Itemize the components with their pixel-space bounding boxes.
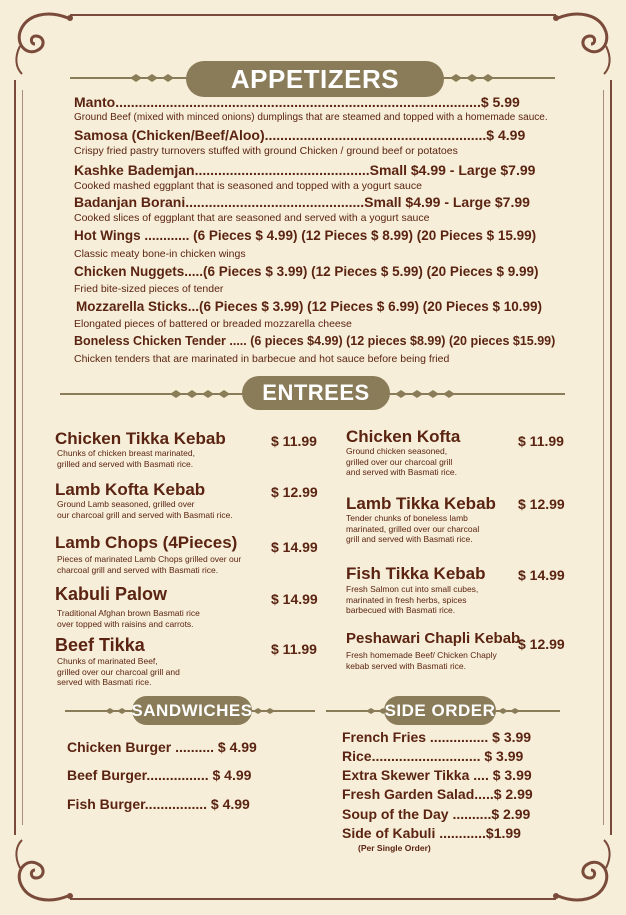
- appetizer-item: Chicken Nuggets.....(6 Pieces $ 3.99) (12 Pieces $ 5.99) (20 Pieces $ 9.99): [74, 264, 539, 279]
- appetizer-item: Kashke Bademjan.............................................Small $4.99 - Large $7.99: [74, 162, 536, 178]
- side-order-item: Soup of the Day ..........$ 2.99: [342, 806, 531, 822]
- border-left-line: [14, 80, 16, 835]
- appetizer-desc: Ground Beef (mixed with minced onions) dumplings that are steamed and topped with a homemade sauce.: [74, 112, 548, 123]
- sandwich-item: Fish Burger................ $ 4.99: [67, 796, 250, 812]
- entree-desc: Pieces of marinated Lamb Chops grilled over our charcoal grill and served with Basmati rice.: [57, 554, 242, 575]
- entree-name: Fish Tikka Kebab: [346, 564, 486, 583]
- sandwich-item: Chicken Burger .......... $ 4.99: [67, 739, 257, 755]
- appetizer-desc: Fried bite-sized pieces of tender: [74, 283, 224, 295]
- entree-price: $ 14.99: [271, 539, 318, 555]
- appetizers-heading: APPETIZERS: [186, 61, 444, 97]
- entree-desc: Ground Lamb seasoned, grilled over our charcoal grill and served with Basmati rice.: [57, 499, 233, 520]
- entree-price: $ 11.99: [271, 433, 317, 449]
- entree-desc: Chunks of marinated Beef, grilled over our charcoal grill and served with Basmati rice.: [57, 656, 180, 687]
- side-order-heading: SIDE ORDER: [384, 696, 496, 725]
- corner-top-left-icon: [8, 6, 78, 76]
- entree-desc: Traditional Afghan brown Basmati rice over topped with raisins and carrots.: [57, 608, 200, 629]
- rope-divider-icon: [60, 389, 260, 399]
- entree-name: Lamb Tikka Kebab: [346, 494, 496, 513]
- entree-name: Chicken Kofta: [346, 427, 461, 446]
- rope-divider-icon: [70, 73, 190, 83]
- entree-name: Chicken Tikka Kebab: [55, 429, 226, 448]
- entree-price: $ 11.99: [271, 641, 317, 657]
- side-order-item: Extra Skewer Tikka .... $ 3.99: [342, 767, 532, 783]
- appetizer-item: Mozzarella Sticks...(6 Pieces $ 3.99) (12 Pieces $ 6.99) (20 Pieces $ 10.99): [76, 299, 543, 314]
- entree-name: Kabuli Palow: [55, 584, 168, 604]
- entree-desc: Tender chunks of boneless lamb marinated, grilled over our charcoal grill and served with Basmati rice.: [346, 513, 480, 544]
- entree-desc: Chunks of chicken breast marinated, grilled and served with Basmati rice.: [57, 448, 195, 469]
- entrees-heading: ENTREES: [242, 376, 390, 410]
- appetizer-desc: Crispy fried pastry turnovers stuffed with ground Chicken / ground beef or potatoes: [74, 145, 458, 157]
- border-bottom-line: [70, 898, 556, 900]
- entree-price: $ 11.99: [518, 433, 564, 449]
- appetizer-desc: Elongated pieces of battered or breaded mozzarella cheese: [74, 318, 352, 330]
- appetizer-item: Badanjan Borani..............................................Small $4.99 - Large $7.99: [74, 194, 530, 210]
- entree-price: $ 12.99: [518, 496, 565, 512]
- entree-price: $ 14.99: [271, 591, 318, 607]
- side-order-item: French Fries ............... $ 3.99: [342, 729, 532, 745]
- rope-divider-icon: [490, 706, 560, 716]
- rope-divider-icon: [245, 706, 315, 716]
- entree-desc: Fresh Salmon cut into small cubes, marinated in fresh herbs, spices barbecued with Basmati rice.: [346, 584, 479, 615]
- entree-price: $ 12.99: [518, 636, 565, 652]
- appetizer-item: Boneless Chicken Tender ..... (6 pieces $4.99) (12 pieces $8.99) (20 pieces $15.99): [74, 334, 556, 348]
- entree-desc: Fresh homemade Beef/ Chicken Chaply kebab served with Basmati rice.: [346, 650, 497, 671]
- entree-price: $ 14.99: [518, 567, 565, 583]
- appetizer-desc: Cooked slices of eggplant that are seasoned and served with a yogurt sauce: [74, 212, 430, 224]
- rope-divider-icon: [440, 73, 555, 83]
- border-right-line: [610, 80, 612, 835]
- appetizer-item: Hot Wings ............ (6 Pieces $ 4.99) (12 Pieces $ 8.99) (20 Pieces $ 15.99): [74, 228, 537, 243]
- appetizer-desc: Chicken tenders that are marinated in barbecue and hot sauce before being fried: [74, 353, 450, 365]
- entree-name: Peshawari Chapli Kebab: [346, 630, 521, 647]
- appetizer-item: Samosa (Chicken/Beef/Aloo).........................................................$ 4.99: [74, 127, 526, 143]
- appetizer-desc: Cooked mashed eggplant that is seasoned and topped with a yogurt sauce: [74, 180, 422, 192]
- side-order-item: Side of Kabuli ............$1.99: [342, 825, 521, 841]
- corner-bottom-left-icon: [8, 838, 78, 908]
- inner-left-line: [22, 90, 23, 825]
- inner-right-line: [603, 90, 604, 825]
- border-top-line: [70, 14, 556, 16]
- entree-name: Lamb Kofta Kebab: [55, 480, 206, 499]
- entree-name: Beef Tikka: [55, 635, 145, 655]
- rope-divider-icon: [65, 706, 135, 716]
- corner-bottom-right-icon: [548, 838, 618, 908]
- corner-top-right-icon: [548, 6, 618, 76]
- side-order-item: Fresh Garden Salad.....$ 2.99: [342, 786, 533, 802]
- side-order-note: (Per Single Order): [358, 843, 431, 853]
- sandwiches-heading: SANDWICHES: [132, 696, 252, 725]
- entree-desc: Ground chicken seasoned, grilled over our charcoal grill and served with Basmati rice.: [346, 446, 458, 477]
- side-order-item: Rice............................ $ 3.99: [342, 748, 524, 764]
- rope-divider-icon: [385, 389, 565, 399]
- appetizer-desc: Classic meaty bone-in chicken wings: [74, 248, 246, 260]
- entree-name: Lamb Chops (4Pieces): [55, 533, 238, 552]
- sandwich-item: Beef Burger................ $ 4.99: [67, 767, 252, 783]
- entree-price: $ 12.99: [271, 484, 318, 500]
- appetizer-item: Manto..............................................................................................$ 5.99: [74, 94, 520, 110]
